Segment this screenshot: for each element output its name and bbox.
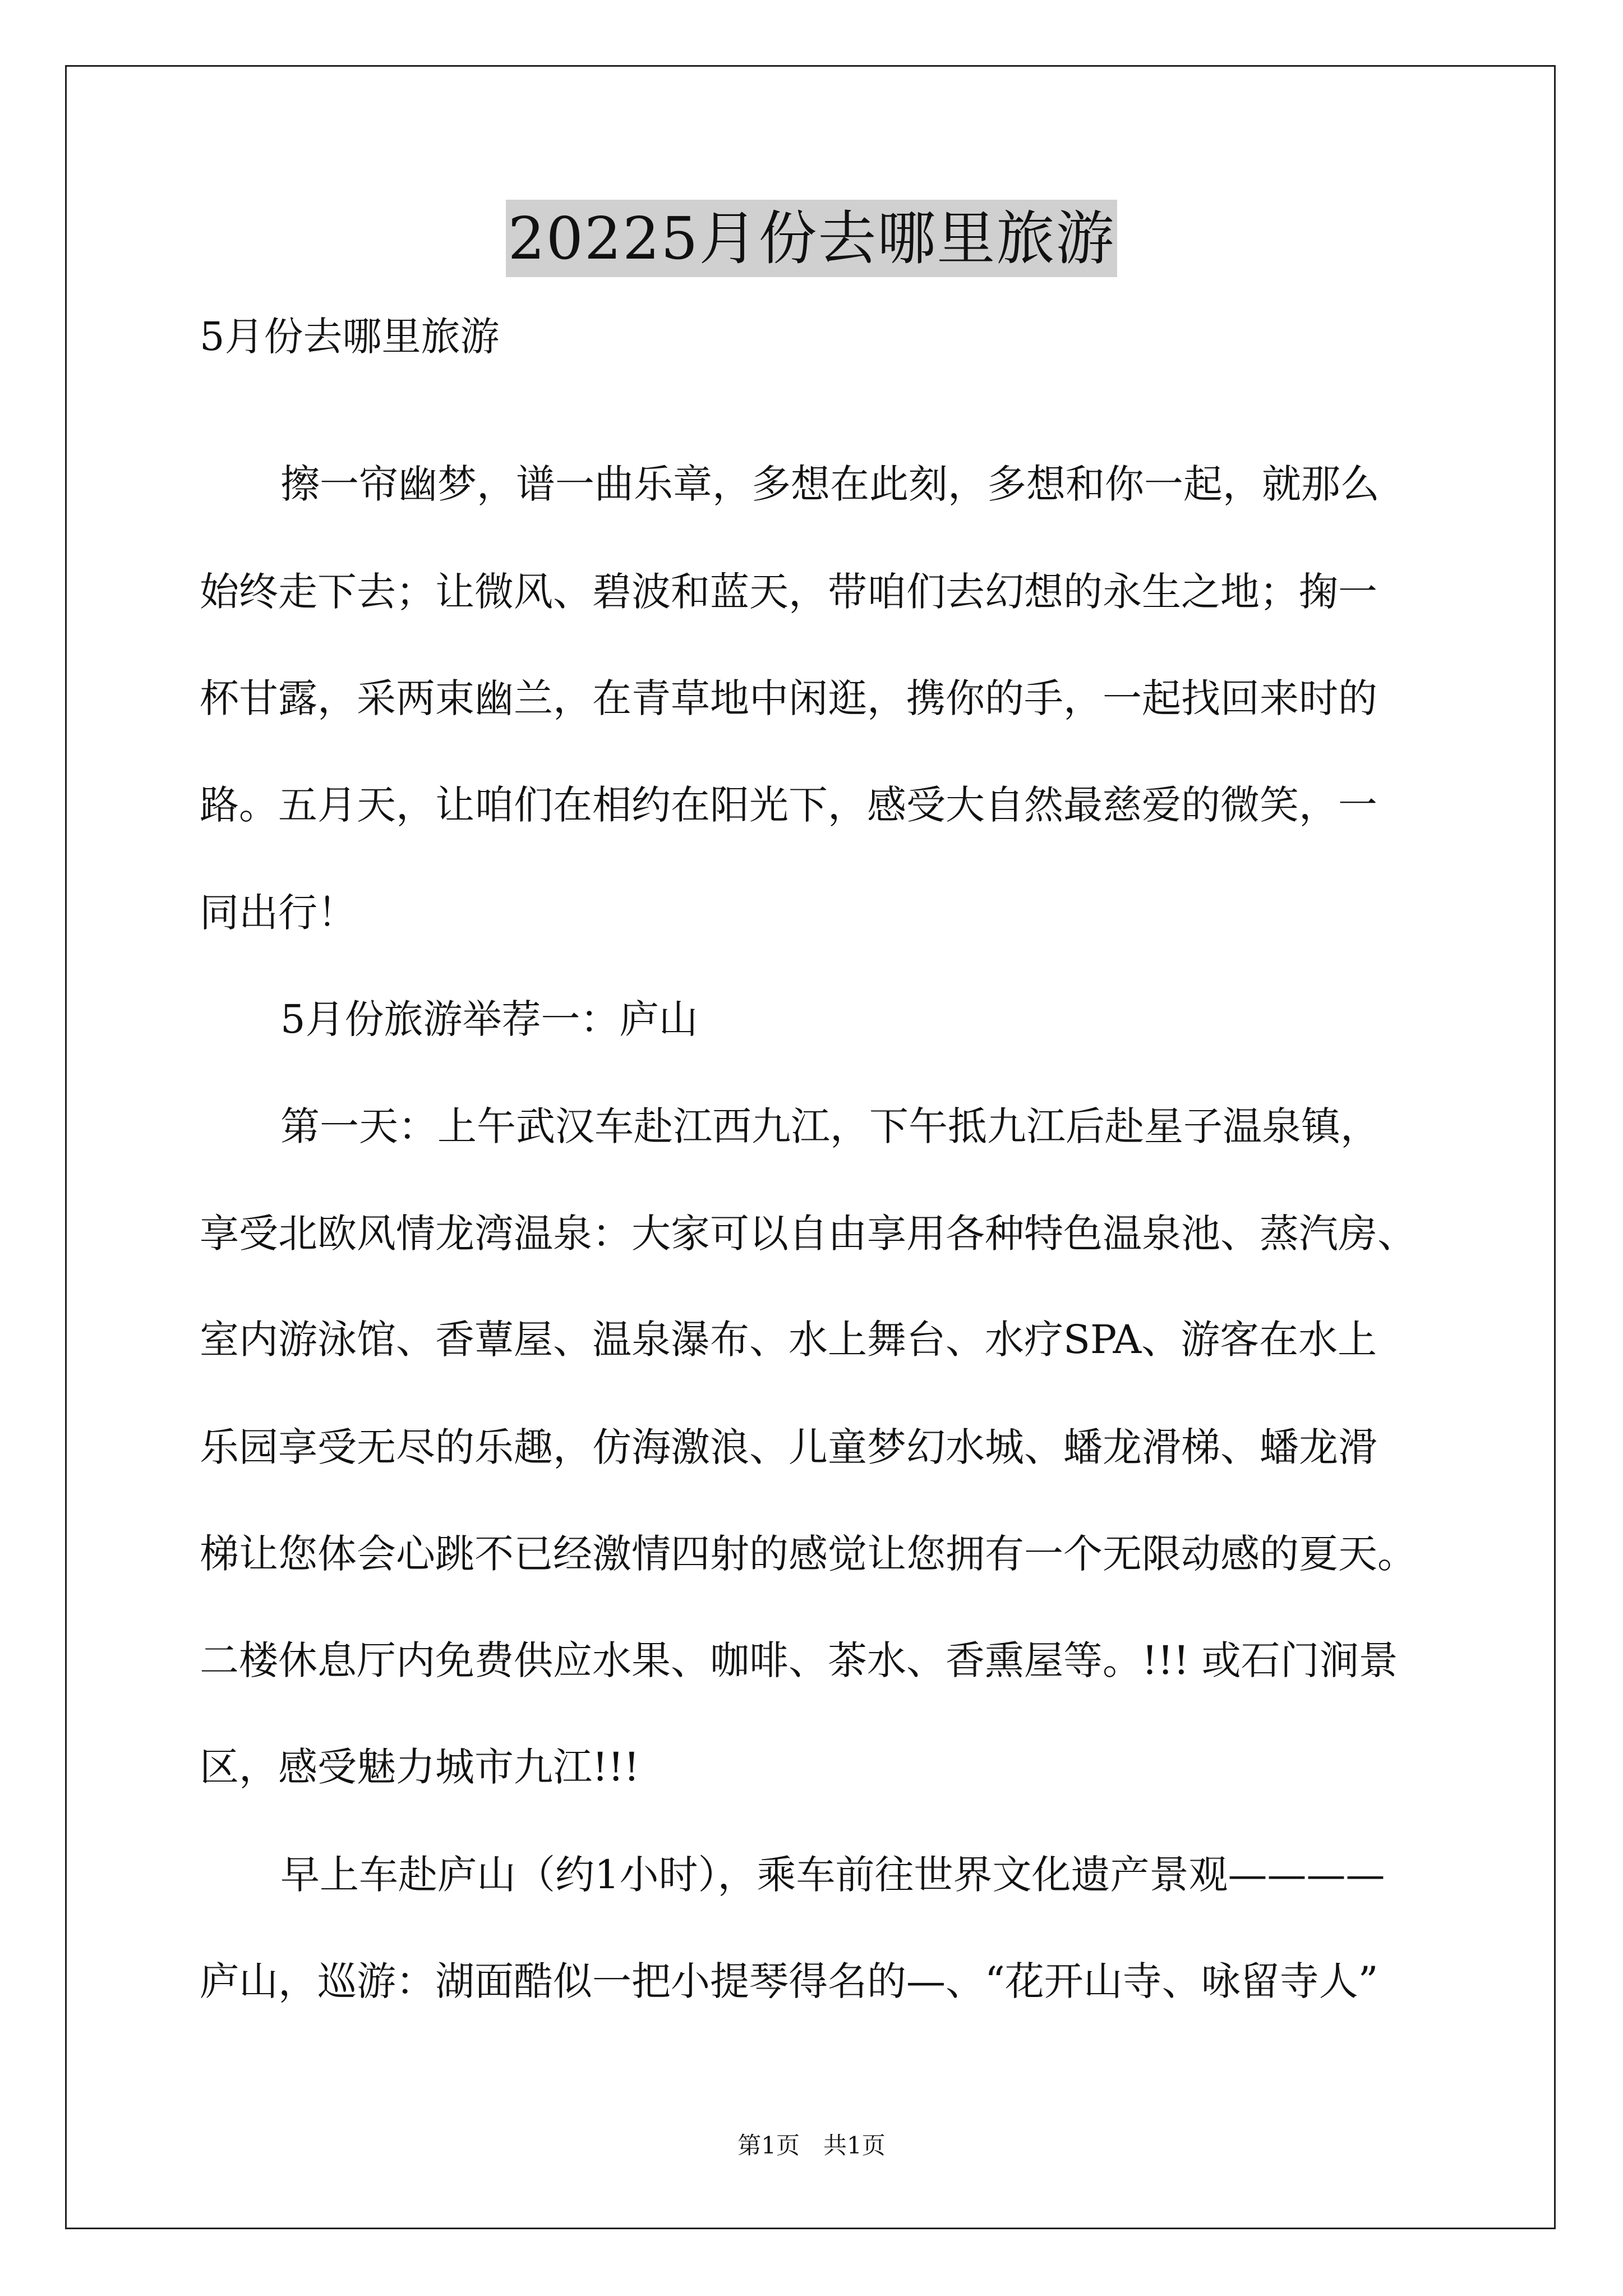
subtitle-line: 5月份去哪里旅游	[200, 314, 500, 360]
paragraph-line: 享受北欧风情龙湾温泉：大家可以自由享用各种特色温泉池、蒸汽房、	[200, 1211, 1417, 1257]
section-heading: 5月份旅游举荐一：庐山	[280, 996, 698, 1042]
page-footer: 第1页 共1页	[737, 2132, 886, 2159]
paragraph-line: 第一天：上午武汉车赴江西九江，下午抵九江后赴星子温泉镇，	[280, 1103, 1380, 1149]
paragraph-line: 区，感受魅力城市九江!!!	[200, 1744, 640, 1790]
paragraph-line: 乐园享受无尽的乐趣，仿海激浪、儿童梦幻水城、蟠龙滑梯、蟠龙滑	[200, 1424, 1377, 1470]
paragraph-line: 路。五月天，让咱们在相约在阳光下，感受大自然最慈爱的微笑，一	[200, 782, 1377, 828]
title-container	[0, 200, 1623, 277]
paragraph-line: 擦一帘幽梦，谱一曲乐章，多想在此刻，多想和你一起，就那么	[280, 461, 1380, 507]
paragraph-line: 二楼休息厅内免费供应水果、咖啡、茶水、香熏屋等。!!! 或石门涧景	[200, 1637, 1398, 1683]
paragraph-line: 同出行！	[200, 890, 357, 936]
paragraph-line: 庐山，巡游：湖面酷似一把小提琴得名的—、“花开山寺、咏留寺人”	[200, 1958, 1378, 2004]
paragraph-line: 早上车赴庐山（约1小时），乘车前往世界文化遗产景观————	[280, 1852, 1385, 1898]
paragraph-line: 杯甘露，采两束幽兰，在青草地中闲逛，携你的手，一起找回来时的	[200, 675, 1377, 721]
paragraph-line: 室内游泳馆、香蕈屋、温泉瀑布、水上舞台、水疗SPA、游客在水上	[200, 1317, 1377, 1363]
paragraph-line: 梯让您体会心跳不已经激情四射的感觉让您拥有一个无限动感的夏天。	[200, 1531, 1417, 1577]
paragraph-line: 始终走下去；让微风、碧波和蓝天，带咱们去幻想的永生之地；掬一	[200, 569, 1377, 615]
document-title: 20225月份去哪里旅游	[506, 200, 1118, 277]
